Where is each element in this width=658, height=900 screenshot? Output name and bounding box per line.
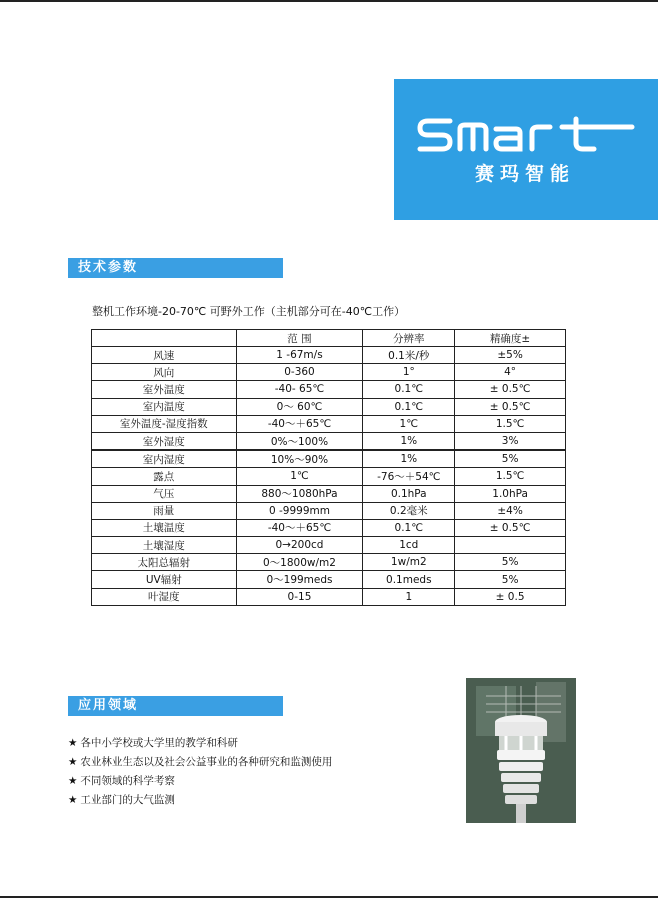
environment-note: 整机工作环境-20-70℃ 可野外工作（主机部分可在-40℃工作） [92,305,406,318]
param-name: 室外温度-湿度指数 [92,415,237,432]
param-name: 太阳总辐射 [92,554,237,571]
param-resolution: 1℃ [363,415,455,432]
param-name: 气压 [92,485,237,502]
brand-logo-panel [394,79,658,220]
param-resolution: 0.1℃ [363,519,455,536]
param-resolution: -76～＋54℃ [363,468,455,485]
param-resolution: 0.1米/秒 [363,347,455,364]
param-name: 雨量 [92,502,237,519]
param-range: -40～＋65℃ [236,519,363,536]
table-row [92,571,566,588]
application-areas-header: 应用领域 [68,696,283,716]
list-item-text: 不同领域的科学考察 [80,775,175,787]
param-accuracy: 5% [455,571,566,588]
param-name: 室内温度 [92,398,237,415]
param-resolution: 0.1℃ [363,381,455,398]
star-icon: ★ [68,794,78,806]
star-icon: ★ [68,756,78,768]
param-range: 10%～90% [236,450,363,468]
weather-sensor-image [466,678,576,823]
param-range: 1℃ [236,468,363,485]
table-row [92,432,566,450]
param-accuracy: 4° [455,364,566,381]
param-resolution: 1% [363,450,455,468]
param-resolution: 0.1meds [363,571,455,588]
table-row [92,485,566,502]
param-name: UV辐射 [92,571,237,588]
param-range: 0-15 [236,588,363,605]
param-accuracy: 1.5℃ [455,415,566,432]
param-range: 0 -9999mm [236,502,363,519]
smart-wordmark-logo [416,115,636,155]
list-item [68,753,332,772]
param-range: -40～＋65℃ [236,415,363,432]
param-resolution: 1 [363,588,455,605]
list-item [68,734,332,753]
param-range: 0～ 60℃ [236,398,363,415]
table-row [92,450,566,468]
param-name: 叶湿度 [92,588,237,605]
param-range: 880～1080hPa [236,485,363,502]
table-row [92,398,566,415]
param-accuracy: 5% [455,554,566,571]
weather-station-photo [466,678,576,823]
list-item-text: 工业部门的大气监测 [80,794,175,806]
table-row [92,588,566,605]
top-rule [0,0,658,2]
list-item [68,772,332,791]
table-row [92,537,566,554]
param-range: 1 -67m/s [236,347,363,364]
param-accuracy: ± 0.5℃ [455,398,566,415]
param-accuracy: 1.0hPa [455,485,566,502]
param-accuracy: ± 0.5℃ [455,381,566,398]
header-cell [92,330,237,347]
param-accuracy: ± 0.5 [455,588,566,605]
header-cell-resolution: 分辨率 [363,330,455,347]
param-accuracy: 1.5℃ [455,468,566,485]
table-row [92,519,566,536]
param-range: 0%～100% [236,432,363,450]
table-row [92,554,566,571]
table-header-row [92,330,566,347]
list-item-text: 各中小学校或大学里的教学和科研 [80,737,238,749]
param-accuracy: ±4% [455,502,566,519]
brand-chinese-name: 赛玛智能 [474,163,575,185]
table-row [92,468,566,485]
table-row [92,364,566,381]
param-accuracy: 3% [455,432,566,450]
param-name: 室外湿度 [92,432,237,450]
param-resolution: 1cd [363,537,455,554]
param-range: 0→200cd [236,537,363,554]
param-name: 室外温度 [92,381,237,398]
param-name: 风速 [92,347,237,364]
table-row [92,347,566,364]
param-resolution: 1w/m2 [363,554,455,571]
param-resolution: 1% [363,432,455,450]
list-item-text: 农业林业生态以及社会公益事业的各种研究和监测使用 [80,756,333,768]
param-resolution: 1° [363,364,455,381]
param-accuracy [455,537,566,554]
param-accuracy: ±5% [455,347,566,364]
star-icon: ★ [68,737,78,749]
param-accuracy: 5% [455,450,566,468]
table-row [92,502,566,519]
star-icon: ★ [68,775,78,787]
param-range: -40- 65℃ [236,381,363,398]
tech-params-header: 技术参数 [68,258,283,278]
param-range: 0～1800w/m2 [236,554,363,571]
param-name: 风向 [92,364,237,381]
list-item [68,791,332,810]
param-resolution: 0.1℃ [363,398,455,415]
table-row [92,415,566,432]
header-cell-range: 范 围 [236,330,363,347]
header-cell-accuracy: 精确度± [455,330,566,347]
param-range: 0～199meds [236,571,363,588]
param-name: 露点 [92,468,237,485]
param-resolution: 0.2毫米 [363,502,455,519]
param-name: 土壤湿度 [92,537,237,554]
param-name: 室内湿度 [92,450,237,468]
param-accuracy: ± 0.5℃ [455,519,566,536]
param-range: 0-360 [236,364,363,381]
param-name: 土壤温度 [92,519,237,536]
param-resolution: 0.1hPa [363,485,455,502]
table-row [92,381,566,398]
application-list [68,734,332,810]
params-table [91,329,566,606]
bottom-rule [0,896,658,898]
